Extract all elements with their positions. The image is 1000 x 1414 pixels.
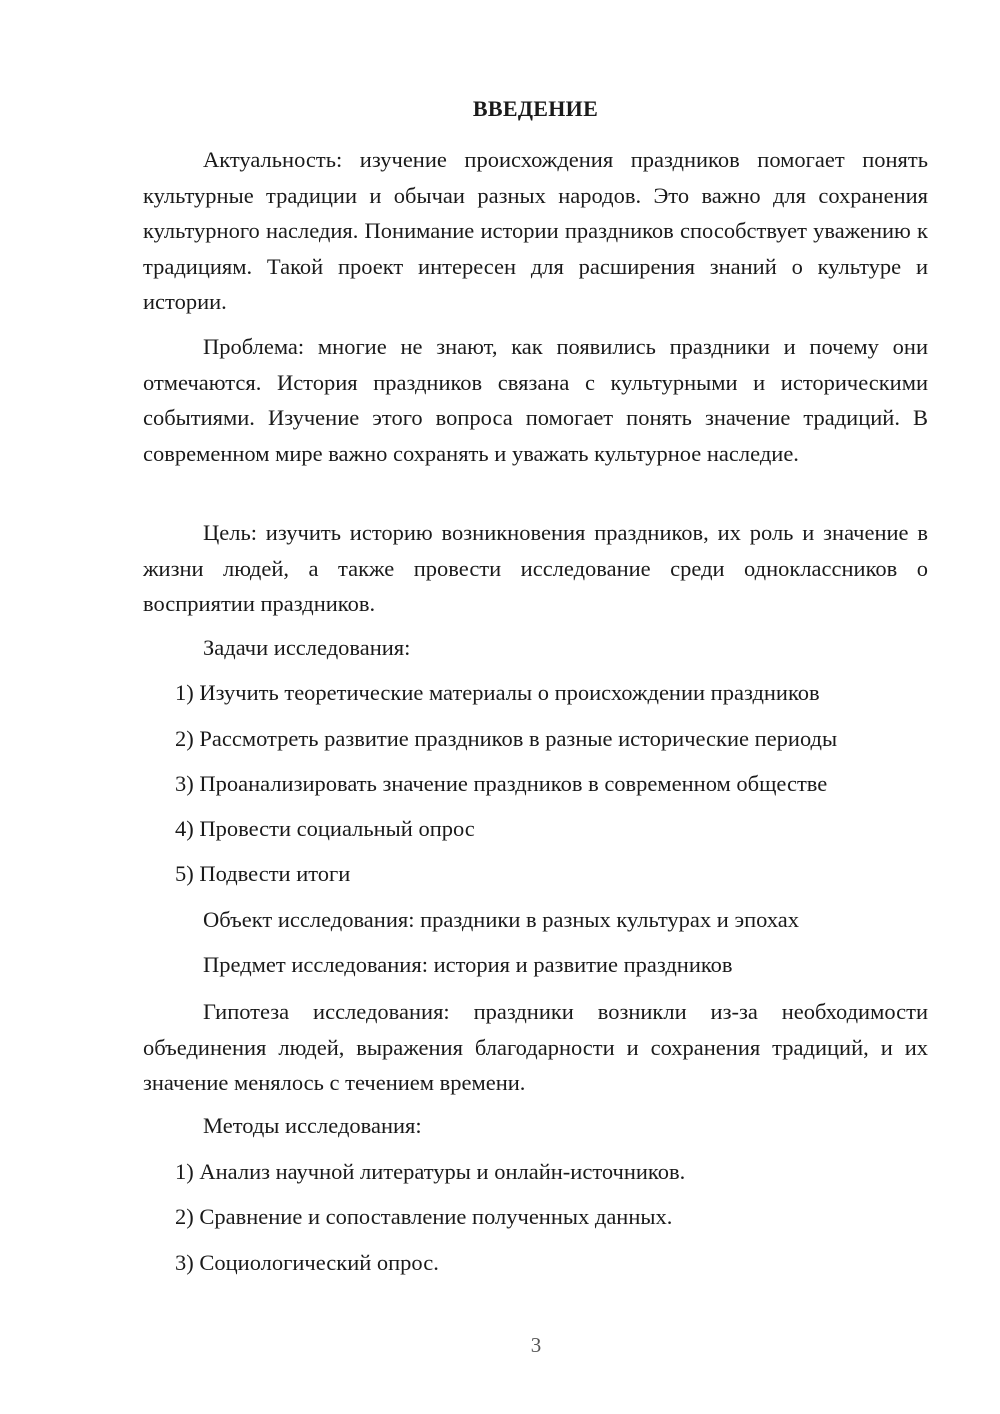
method-item: 2) Сравнение и сопоставление полученных данных. — [175, 1204, 673, 1229]
method-item: 1) Анализ научной литературы и онлайн-источников. — [175, 1159, 686, 1184]
page-heading: ВВЕДЕНИЕ — [472, 96, 599, 121]
research-subject: Предмет исследования: история и развитие праздников — [203, 952, 733, 977]
paragraph-goal: Цель: изучить историю возникновения праздников, их роль и значение в жизни людей, а также провести исследование среди одноклассников о восприятии праздников. — [143, 520, 928, 616]
method-item: 3) Социологический опрос. — [175, 1250, 439, 1275]
task-item: 3) Проанализировать значение праздников в современном обществе — [175, 771, 828, 796]
tasks-title: Задачи исследования: — [203, 635, 411, 660]
task-item: 2) Рассмотреть развитие праздников в разные исторические периоды — [175, 726, 838, 751]
research-object: Объект исследования: праздники в разных культурах и эпохах — [203, 907, 800, 932]
page-number: 3 — [530, 1333, 542, 1357]
task-item: 1) Изучить теоретические материалы о происхождении праздников — [175, 680, 820, 705]
methods-title: Методы исследования: — [203, 1113, 422, 1138]
paragraph-hypothesis: Гипотеза исследования: праздники возникли из-за необходимости объединения людей, выражения благодарности и сохранения традиций, и их значение менялось с течением времени. — [143, 999, 928, 1095]
paragraph-problem: Проблема: многие не знают, как появились праздники и почему они отмечаются. История праздников связана с культурными и историческими событиями. Изучение этого вопроса помогает понять значение традиций. В современном мире важно сохранять и уважать культурное наследие. — [143, 334, 928, 466]
task-item: 5) Подвести итоги — [175, 861, 351, 886]
paragraph-relevance: Актуальность: изучение происхождения праздников помогает понять культурные традиции и обычаи разных народов. Это важно для сохранения культурного наследия. Понимание истории праздников способствует уважению к традициям. Такой проект интересен для расширения знаний о культуре и истории. — [143, 147, 928, 314]
task-item: 4) Провести социальный опрос — [175, 816, 475, 841]
